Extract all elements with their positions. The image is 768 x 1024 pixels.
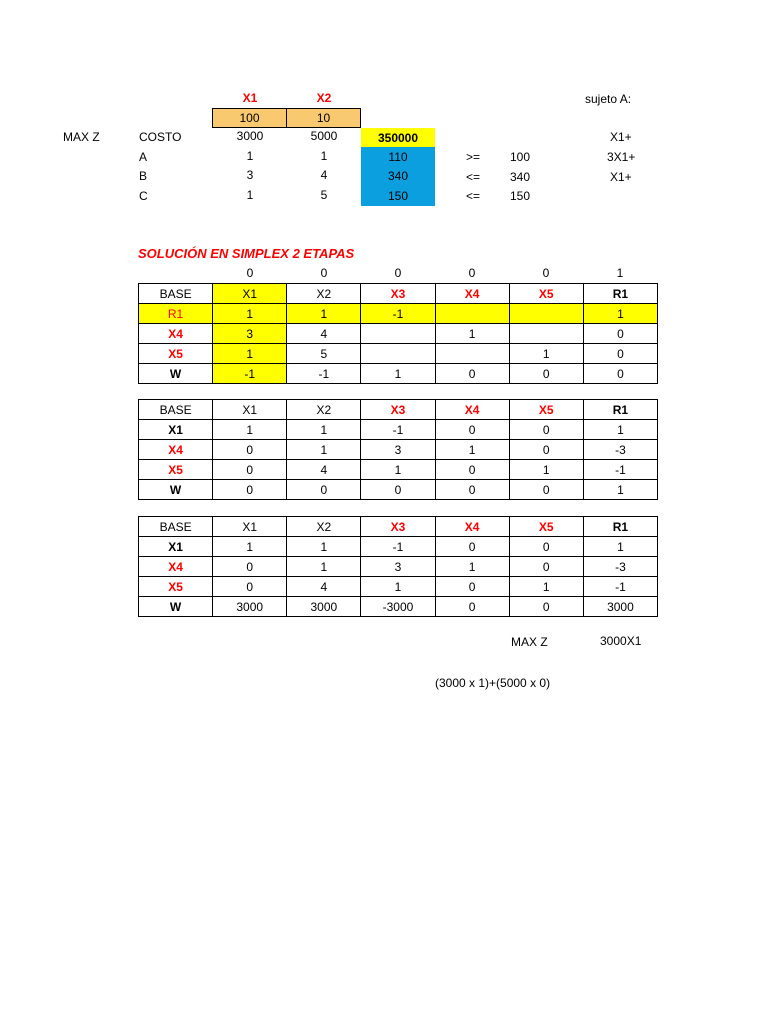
header-base: BASE bbox=[139, 400, 213, 420]
table-row bbox=[139, 557, 658, 577]
cell: 4 bbox=[287, 460, 361, 480]
constraint-c-name: C bbox=[139, 189, 148, 203]
var-value-x1: 100 bbox=[212, 108, 287, 128]
table-header-row bbox=[139, 284, 658, 304]
footer-maxz-label: MAX Z bbox=[511, 635, 548, 649]
header-x3: X3 bbox=[361, 400, 435, 420]
header-r1: R1 bbox=[583, 517, 657, 537]
cell: 0 bbox=[509, 557, 583, 577]
row-base: X4 bbox=[139, 324, 213, 344]
cell: 0 bbox=[509, 420, 583, 440]
header-base: BASE bbox=[139, 284, 213, 304]
table-row bbox=[139, 597, 658, 617]
footer-calc: (3000 x 1)+(5000 x 0) bbox=[435, 676, 551, 690]
cell: 1 bbox=[583, 420, 657, 440]
header-r1: R1 bbox=[583, 284, 657, 304]
table-row bbox=[139, 364, 658, 384]
cell: 1 bbox=[287, 440, 361, 460]
table-row bbox=[139, 480, 658, 500]
cell: 4 bbox=[287, 577, 361, 597]
cell: 1 bbox=[509, 460, 583, 480]
table-row bbox=[139, 324, 658, 344]
cell: -1 bbox=[361, 304, 435, 324]
cell: 0 bbox=[213, 440, 287, 460]
constraint-c-coef-x2: 5 bbox=[320, 188, 328, 202]
cell: 1 bbox=[435, 324, 509, 344]
var-value-x2: 10 bbox=[286, 108, 361, 128]
cell: 1 bbox=[583, 480, 657, 500]
maxz-label: MAX Z bbox=[63, 130, 100, 144]
header-x5: X5 bbox=[509, 400, 583, 420]
table-row bbox=[139, 577, 658, 597]
cell: -1 bbox=[361, 537, 435, 557]
var-header-x1: X1 bbox=[242, 91, 258, 105]
cell: -1 bbox=[583, 460, 657, 480]
constraint-c-rhs: 150 bbox=[510, 189, 531, 203]
constraint-a-coef-x2: 1 bbox=[320, 149, 328, 163]
cell: 3000 bbox=[213, 597, 287, 617]
cell bbox=[509, 324, 583, 344]
cost-x1: 3000 bbox=[236, 129, 264, 143]
cell: 0 bbox=[435, 597, 509, 617]
constraint-b-name: B bbox=[139, 169, 148, 183]
cell: 0 bbox=[583, 364, 657, 384]
cell: 1 bbox=[435, 557, 509, 577]
cell bbox=[361, 344, 435, 364]
cell bbox=[509, 304, 583, 324]
header-x3: X3 bbox=[361, 284, 435, 304]
simplex-table-2 bbox=[138, 399, 658, 500]
cell: 1 bbox=[583, 304, 657, 324]
header-x1: X1 bbox=[213, 400, 287, 420]
header-x1: X1 bbox=[213, 517, 287, 537]
header-x1: X1 bbox=[213, 284, 287, 304]
cell: 0 bbox=[435, 420, 509, 440]
cell: 3 bbox=[361, 557, 435, 577]
cell: 3000 bbox=[287, 597, 361, 617]
row-base: X5 bbox=[139, 344, 213, 364]
cell: 0 bbox=[287, 480, 361, 500]
row-base: X4 bbox=[139, 557, 213, 577]
cell: 0 bbox=[583, 324, 657, 344]
row-base: X5 bbox=[139, 577, 213, 597]
cell: -1 bbox=[287, 364, 361, 384]
constraint-b-lhs: 340 bbox=[387, 169, 409, 183]
cell: 0 bbox=[213, 577, 287, 597]
cell: 5 bbox=[287, 344, 361, 364]
cost-x2: 5000 bbox=[310, 129, 338, 143]
objective-value: 350000 bbox=[361, 128, 435, 147]
cell: 1 bbox=[287, 420, 361, 440]
cell: 1 bbox=[287, 537, 361, 557]
constraint-a-coef-x1: 1 bbox=[246, 149, 254, 163]
header-x2: X2 bbox=[287, 517, 361, 537]
cell: 1 bbox=[509, 577, 583, 597]
cell: -1 bbox=[583, 577, 657, 597]
cost-row-x1: 0 bbox=[246, 266, 254, 280]
table-row bbox=[139, 537, 658, 557]
cell: 0 bbox=[509, 364, 583, 384]
header-x3: X3 bbox=[361, 517, 435, 537]
cell bbox=[435, 304, 509, 324]
row-base: X1 bbox=[139, 537, 213, 557]
cost-row-x3: 0 bbox=[394, 266, 402, 280]
cell: 1 bbox=[435, 440, 509, 460]
table-row bbox=[139, 304, 658, 324]
cell: -1 bbox=[361, 420, 435, 440]
constraint-a-op: >= bbox=[466, 150, 481, 164]
cell: 0 bbox=[361, 480, 435, 500]
table-header-row bbox=[139, 400, 658, 420]
subject-to-label: sujeto A: bbox=[585, 92, 632, 106]
cell: 3 bbox=[361, 440, 435, 460]
constraint-b-op: <= bbox=[466, 170, 481, 184]
cell: 0 bbox=[509, 480, 583, 500]
row-base: R1 bbox=[139, 304, 213, 324]
cell: -3 bbox=[583, 440, 657, 460]
constraint-b-coef-x1: 3 bbox=[246, 168, 254, 182]
cell: -1 bbox=[213, 364, 287, 384]
constraint-b-coef-x2: 4 bbox=[320, 168, 328, 182]
cell: 1 bbox=[361, 364, 435, 384]
subject-line-1: X1+ bbox=[610, 130, 632, 144]
simplex-table-3 bbox=[138, 516, 658, 617]
cell: 4 bbox=[287, 324, 361, 344]
table-row bbox=[139, 420, 658, 440]
cell: 0 bbox=[213, 460, 287, 480]
cell: 0 bbox=[435, 460, 509, 480]
cell: 0 bbox=[213, 480, 287, 500]
simplex-title: SOLUCIÓN EN SIMPLEX 2 ETAPAS bbox=[138, 246, 355, 261]
cell bbox=[435, 344, 509, 364]
table-row bbox=[139, 344, 658, 364]
cell: 3000 bbox=[583, 597, 657, 617]
cell: 3 bbox=[213, 324, 287, 344]
cell: 1 bbox=[361, 577, 435, 597]
cell: -3000 bbox=[361, 597, 435, 617]
cell: 1 bbox=[213, 537, 287, 557]
cell: 1 bbox=[583, 537, 657, 557]
row-base: X1 bbox=[139, 420, 213, 440]
header-r1: R1 bbox=[583, 400, 657, 420]
cell: 0 bbox=[509, 440, 583, 460]
cost-row-x2: 0 bbox=[320, 266, 328, 280]
row-base: X5 bbox=[139, 460, 213, 480]
cell: 1 bbox=[361, 460, 435, 480]
cell: 1 bbox=[287, 557, 361, 577]
header-x4: X4 bbox=[435, 400, 509, 420]
cell: 1 bbox=[213, 344, 287, 364]
row-base: X4 bbox=[139, 440, 213, 460]
cell: -3 bbox=[583, 557, 657, 577]
footer-maxz-expr: 3000X1 bbox=[600, 634, 642, 648]
cost-row-x4: 0 bbox=[468, 266, 476, 280]
row-base: W bbox=[139, 480, 213, 500]
cell: 0 bbox=[435, 480, 509, 500]
constraint-a-rhs: 100 bbox=[510, 150, 531, 164]
header-x5: X5 bbox=[509, 517, 583, 537]
cell: 0 bbox=[509, 597, 583, 617]
costo-label: COSTO bbox=[139, 130, 182, 144]
constraint-c-coef-x1: 1 bbox=[246, 188, 254, 202]
subject-line-3: X1+ bbox=[610, 170, 632, 184]
cell: 0 bbox=[435, 364, 509, 384]
constraint-a-name: A bbox=[139, 150, 148, 164]
header-base: BASE bbox=[139, 517, 213, 537]
cell: 0 bbox=[509, 537, 583, 557]
row-base: W bbox=[139, 364, 213, 384]
constraint-a-lhs: 110 bbox=[388, 150, 408, 164]
constraint-b-rhs: 340 bbox=[510, 170, 531, 184]
header-x2: X2 bbox=[287, 400, 361, 420]
table-header-row bbox=[139, 517, 658, 537]
table-row bbox=[139, 440, 658, 460]
cell bbox=[361, 324, 435, 344]
row-base: W bbox=[139, 597, 213, 617]
cell: 0 bbox=[435, 537, 509, 557]
cell: 1 bbox=[213, 420, 287, 440]
cost-row-r1: 1 bbox=[616, 266, 624, 280]
cell: 1 bbox=[213, 304, 287, 324]
constraint-c-lhs: 150 bbox=[387, 189, 409, 203]
cell: 1 bbox=[509, 344, 583, 364]
constraint-c-op: <= bbox=[466, 189, 481, 203]
var-header-x2: X2 bbox=[316, 91, 332, 105]
cell: 0 bbox=[213, 557, 287, 577]
cost-row-x5: 0 bbox=[542, 266, 550, 280]
cell: 1 bbox=[287, 304, 361, 324]
cell: 0 bbox=[435, 577, 509, 597]
header-x5: X5 bbox=[509, 284, 583, 304]
table-row bbox=[139, 460, 658, 480]
cell: 0 bbox=[583, 344, 657, 364]
header-x2: X2 bbox=[287, 284, 361, 304]
header-x4: X4 bbox=[435, 517, 509, 537]
header-x4: X4 bbox=[435, 284, 509, 304]
subject-line-2: 3X1+ bbox=[607, 150, 636, 164]
simplex-table-1 bbox=[138, 283, 658, 384]
